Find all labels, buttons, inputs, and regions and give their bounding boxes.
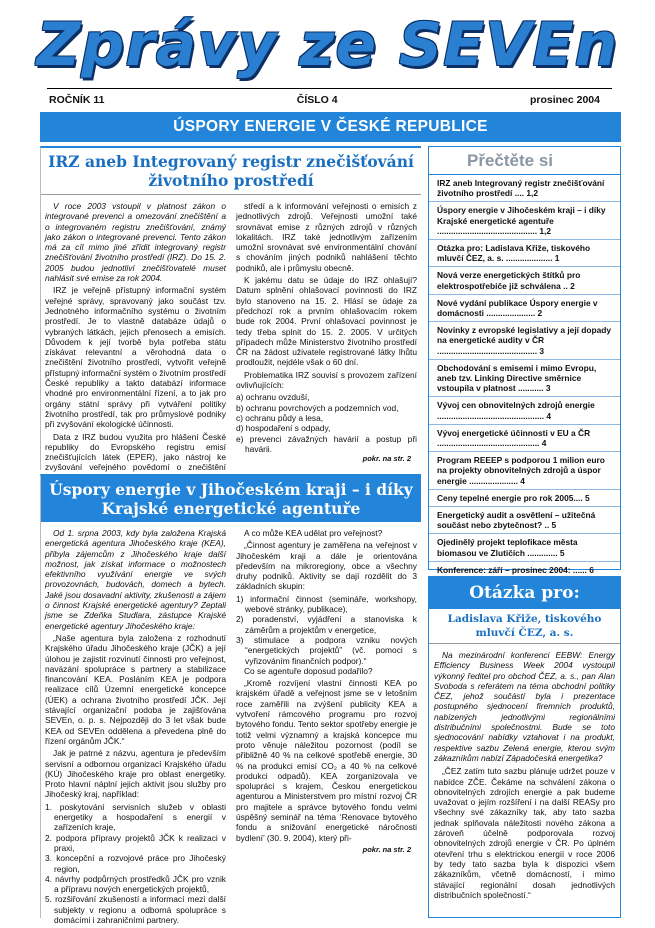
article-irz-col2 xyxy=(236,201,417,485)
list-item: 2) poradenství, vyjádření a stanoviska k záměrům a projektům v energetice, xyxy=(236,614,417,635)
list-item: 3) stimulace a podpora vzniku nových “energetických projektů” (vč. pomoci s vyřizováním finančních podpor).“ xyxy=(236,634,417,666)
article-paragraph: Co se agentuře doposud podařilo? xyxy=(244,665,373,676)
issue-date: prosinec 2004 xyxy=(529,93,600,106)
issue-info-bar xyxy=(47,88,612,110)
answer-paragraph: „ČEZ zatím tuto sazbu plánuje udržet pouze v nabídce ZČE. Čekáme na schválení zákona o obnovitelných zdrojích energie a pak budeme uvažovat o jejím rozšíření i na další REASy pro všechny své zákazníky tak, aby tato sazba jednak splňovala náležitosti nového zákona a zároveň účelně podporovala rozvoj obnovitelných zdrojů energie v ČR. Po úplném otevření trhu s elektrickou energií v roce 2006 by tedy tato sazba byla k dispozici všem zákazníkům, včetně domácností, i mimo stávající regionální dosah jednotlivých distribučních společností.“ xyxy=(434,766,615,900)
volume-label: ROČNÍK 11 xyxy=(49,93,105,106)
list-item: 3. koncepční a rozvojové práce pro Jihočeský region, xyxy=(45,853,226,874)
article-paragraph: V roce 2003 vstoupil v platnost zákon o integrované prevenci a omezování znečištění a o integrovaném registru znečišťování, známý jako zákon o integrované prevenci. Tento zákon má za cíl mimo jiné zřídit integrovaný registr znečišťování životního prostředí (IRZ). Do 15. 2. 2005 budou jednotliví znečišťovatelé muset nahlásit své emise za rok 2004. xyxy=(45,201,226,284)
toc-item[interactable]: Konference: září – prosinec 2004: ...... 6 xyxy=(437,564,594,575)
masthead xyxy=(0,8,655,82)
toc-item[interactable]: Ojedinělý projekt teplofikace města biomasou ve Zlutičích ............. 5 xyxy=(429,534,620,561)
toc-item[interactable]: Ceny tepelné energie pro rok 2005.... 5 xyxy=(429,490,620,507)
question-box xyxy=(428,576,621,918)
article-irz-col1 xyxy=(45,201,226,485)
article-kea xyxy=(40,474,421,925)
toc-item[interactable]: Úspory energie v Jihočeském kraji – i díky Krajské energetické agentuře ........................................... 1,2 xyxy=(429,202,620,240)
article-paragraph: středí a k informování veřejnosti o emisích z jednotlivých zdrojů. Veřejnosti umožní také srovnávat emise z různých zdrojů v různých lokalitách. IRZ také jednotlivým zařízením umožní srovnávat své environmentální chování s chováním jiných podniků nahlášení těchto podniků, ale i průmyslu obecně. xyxy=(236,201,417,273)
toc-item[interactable]: Novinky z evropské legislativy a její dopady na energetické audity v ČR ........................................... 3 xyxy=(429,322,620,360)
article-paragraph: K jakému datu se údaje do IRZ ohlašují? Datum splnění ohlašovací povinnosti do IRZ bylo stanoveno na 15. 2. Hlásí se údaje za předchozí rok a prvním ohlašovacím rokem bude rok 2004. První ohlašovací povinnost je tedy třeba splnit do 15. 2. 2005. V určitých případech může Ministerstvo životního prostředí ČR na žádost uživatele registrované látky lhůtu prodloužit, nejdéle však o 60 dní. xyxy=(236,275,417,368)
continued-link[interactable]: pokr. na str. 2 xyxy=(362,844,411,854)
list-item: 2. podpora přípravy projektů JČK k realizaci v praxi, xyxy=(45,832,226,853)
toc-item[interactable]: Otázka pro: Ladislava Křiže, tiskového mluvčí ČEZ, a. s. .................... 1 xyxy=(429,240,620,267)
list-item: e) prevenci závažných havárií a postup při havárii. xyxy=(236,433,417,454)
list-item: a) ochranu ovzduší, xyxy=(236,392,310,403)
toc-item[interactable]: Vývoj energetické účinnosti v EU a ČR ............................................ 4 xyxy=(429,425,620,452)
list-item: 1. poskytování servisních služeb v oblasti energetiky a hospodaření s energií v zařízeních kraje, xyxy=(45,801,226,833)
question-paragraph: Na mezinárodní konferenci EEBW: Energy Efficiency Business Week 2004 vystoupil výkonný ředitel pro obchod ČEZ, a. s., pan Alan Svoboda s referátem na téma obchodní politiky ČEZ, jehož součástí byla i prezentace postupného sjednocení firemních produktů, nabízených jednotlivými regionálními distribučními společnostmi. Bude se toto sjednocování nabídky vztahovat i na produkt, respektive sazbu Zelená energie, kterou svým zákazníkům nabízí Západočeská energetika? xyxy=(434,650,615,763)
article-paragraph: Jak je patrné z názvu, agentura je především servisní a odbornou organizací Krajského úřadu (KÚ) Jihočeského kraje pro oblast energetiky. Proto hlavní náplní jejich aktivit jsou služby pro Jihočeský kraj, například: xyxy=(45,748,226,800)
article-paragraph: Data z IRZ budou využita pro hlášení České republiky do Evropského registru emisí znečišťujících látek (EPER), jako nástroj ke zvyšování veřejného povědomí o znečištění xyxy=(45,431,226,473)
article-kea-list1 xyxy=(45,802,226,926)
toc-item[interactable]: IRZ aneb Integrovaný registr znečišťování životního prostředí .... 1,2 xyxy=(429,175,620,202)
list-item: 4. návrhy podpůrných prostředků JČK pro vznik a přípravu nových energetických projektů, xyxy=(45,873,226,895)
article-irz-title: IRZ aneb Integrovaný registr znečišťování životního prostředí xyxy=(41,148,421,195)
question-body xyxy=(429,644,620,909)
newsletter-title: Zprávy ze SEVEn xyxy=(36,10,619,80)
article-paragraph: „Kromě rozvíjení vlastní činnosti KEA po krajském úřadě a veřejnost jsme se v letošním roce zaměřili na zvýšení publicity KEA a vytvoření rámcového programu pro rozvoj bytového fondu. Tento sektor spotřeby energie je totiž velmi významný a krajská koncepce mu proto věnuje náležitou pozornost (podíl se přibližně 40 % na celkové spotřebě energie, 30 % na produkci emisí CO₂ a 40 % na celkové produkci odpadů). KEA zorganizovala ve spolupráci s krajem, Českou energetickou agenturou a Ministerstvem pro místní rozvoj ČR pro majitele a správce bytového fondu velmi úspěšný seminář na téma ‘Renovace bytového fondu a snižování energetické náročnosti bydlení’ (30. 9. 2004), který při- xyxy=(236,678,417,843)
article-paragraph: Problematika IRZ souvisí s provozem zařízení ovlivňujících: xyxy=(236,369,417,391)
article-irz-list xyxy=(236,392,417,454)
list-item: 1) informační činnost (semináře, workshopy, webové stránky, publikace), xyxy=(236,593,417,615)
article-irz xyxy=(40,146,421,473)
toc-item[interactable]: Nové vydání publikace Úspory energie v domácnosti ..................... 2 xyxy=(429,295,620,322)
toc-item[interactable]: Vývoj cen obnovitelných zdrojů energie .............................................. 4 xyxy=(429,397,620,424)
article-kea-list2 xyxy=(236,594,417,666)
list-item: c) ochranu půdy a lesa, xyxy=(236,412,324,423)
article-paragraph: „Naše agentura byla založena z rozhodnutí Krajského úřadu Jihočeského kraje (JČK) a její úlohou je zajistit rozvinutí činnosti pro veřejnost, navázání spolupráce s partnery a stabilizace financování KEA. Posláním KEA je podpora realizace cílů Územní energetické koncepce (ÚEK) a ochrana životního prostředí JČK. Její stávající organizační podoba je zajišťována SEVEn, o. p. s. Nejpozději do 3 let však bude KEA od SEVEn oddělena a převedena plně do řízení orgánům JČK.“ xyxy=(45,632,226,746)
article-kea-col2 xyxy=(236,528,417,925)
article-paragraph: Od 1. srpna 2003, kdy byla založena Krajská energetická agentura Jihočeského kraje (KEA), přibyla zájemcům z Jihočeského kraje další možnost, jak získat informace o možnostech efektivního využívání energie ve svých provozovnách, budovách, domech a bytech. Jaké jsou dosavadní aktivity, zkušenosti a zájem o činnost Krajské energetické agentury? Zeptali jsme se Zdeňka Studlara, zástupce Krajské energetické agentury Jihočeského kraje: xyxy=(45,528,226,631)
question-person: Ladislava Křiže, tiskového mluvčí ČEZ, a. s. xyxy=(429,609,620,644)
article-paragraph: „Činnost agentury je zaměřena na veřejnost v Jihočeském kraji a dále je orientována především na mikroregiony, obce a všechny druhy podniků. Aktivity se dají rozdělit do 3 základních skupin: xyxy=(236,540,417,592)
toc-item[interactable]: Energetický audit a osvětlení – užitečná součást nebo zbytečnost? .. 5 xyxy=(429,507,620,534)
article-paragraph: A co může KEA udělat pro veřejnost? xyxy=(244,528,383,538)
toc-item[interactable]: Program REEEP s podporou 1 milion euro na projekty obnovitelných zdrojů a úspor energie ..................... 4 xyxy=(429,452,620,490)
toc-item[interactable]: Obchodování s emisemi i mimo Evropu, aneb tzv. Linking Directive směrnice vstoupila v platnost ........... 3 xyxy=(429,360,620,398)
article-kea-title: Úspory energie v Jihočeském kraji – i díky Krajské energetické agentuře xyxy=(41,476,421,522)
list-item: d) hospodaření s odpady, xyxy=(236,423,331,434)
toc-item[interactable]: Nová verze energetických štítků pro elektrospotřebiče již schválena .. 2 xyxy=(429,267,620,294)
list-item: b) ochranu povrchových a podzemních vod, xyxy=(236,402,399,413)
issue-number: ČÍSLO 4 xyxy=(296,93,338,106)
section-banner: ÚSPORY ENERGIE V ČESKÉ REPUBLICE xyxy=(40,112,621,142)
article-paragraph: IRZ je veřejně přístupný informační systém veřejné správy, spravovaný jako součást tzv. Jednotného informačního systému o životním prostředí. Je to vlastně databáze údajů o vybraných látkách, jejich přenosech a emisích. Důvodem k její tvorbě byla potřeba státu získávat relevantní a věrohodná data o znečištění životního prostředí, vytvořit veřejně přístupný informační systém o životním prostředí České republiky a takto databází informace vhodné pro environmentální řízení, a to jak pro orgány státní správy při vytváření politiky životního prostředí, tak pro průmyslové podniky při zvyšování ekologické účinnosti. xyxy=(45,285,226,430)
article-kea-col1 xyxy=(45,528,226,925)
toc-header: Přečtěte si xyxy=(429,147,620,175)
question-header: Otázka pro: xyxy=(429,577,620,609)
continued-link[interactable]: pokr. na str. 2 xyxy=(362,454,411,464)
list-item: 5. rozšiřování zkušeností a informací mezi další subjekty v regionu a odborná spolupráce s domácími i zahraničními partnery. xyxy=(45,894,226,925)
table-of-contents xyxy=(428,146,621,575)
